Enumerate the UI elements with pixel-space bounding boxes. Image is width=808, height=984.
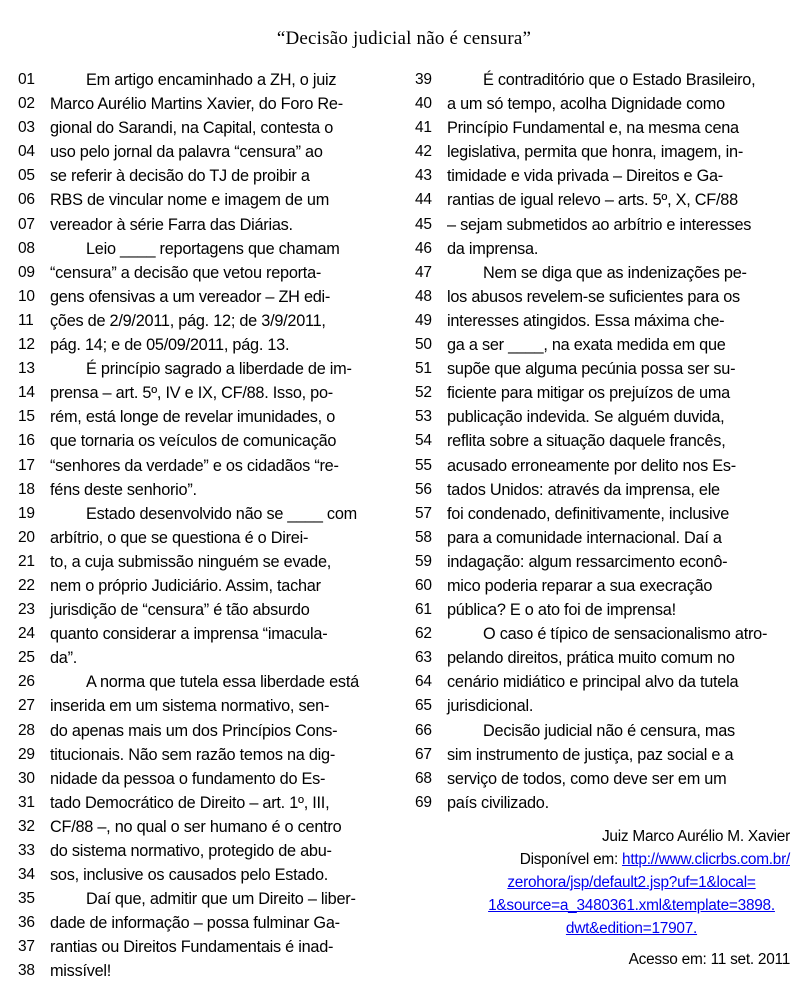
text-line: serviço de todos, como deve ser em um [447,769,727,788]
text-line: los abusos revelem-se suficientes para os [447,287,740,306]
text-line: do sistema normativo, protegido de abu- [50,842,332,860]
text-line: quanto considerar a imprensa “imacula- [50,625,328,644]
line-number: 60 [415,576,432,594]
text-line: Princípio Fundamental e, na mesma cena [447,119,739,138]
line-number: 43 [415,167,432,185]
line-number: 37 [18,938,35,956]
text-line: ga a ser ____, na exata medida em que [447,336,726,355]
line-number: 36 [18,914,35,932]
text-line: titucionais. Não sem razão temos na dig- [50,745,336,764]
text-line: “censura” a decisão que vetou reporta- [50,263,322,282]
line-number: 47 [415,263,432,281]
text-line: O caso é típico de sensacionalismo atro- [483,625,768,644]
line-number: 44 [415,191,432,209]
line-number: 58 [415,528,432,546]
text-line: A norma que tutela essa liberdade está [86,673,359,692]
source-url-part-3[interactable]: 1&source=a_3480361.xml&template=3898. [488,896,775,914]
line-number: 49 [415,311,432,329]
line-number: 69 [415,793,432,811]
text-line: acusado erroneamente por delito nos Es- [447,456,736,475]
text-line: Nem se diga que as indenizações pe- [483,263,747,282]
text-line: foi condenado, definitivamente, inclusive [447,504,730,523]
line-number: 68 [415,769,432,787]
text-line: do apenas mais um dos Princípios Cons- [50,721,338,740]
left-column [18,68,393,984]
line-number: 65 [415,697,432,715]
line-number: 01 [18,71,35,88]
text-line: jurisdição de “censura” é tão absurdo [50,601,310,620]
text-line: jurisdicional. [447,697,534,716]
line-number: 16 [18,432,35,450]
line-number: 50 [415,336,432,354]
line-number: 59 [415,552,432,570]
text-line: uso pelo jornal da palavra “censura” ao [50,143,323,162]
text-line: supõe que alguma pecúnia possa ser su- [447,360,736,379]
line-number: 38 [18,962,35,980]
line-number: 02 [18,95,35,113]
line-number: 30 [18,769,35,787]
line-number: 10 [18,287,35,305]
source-availability-label: Disponível em: [519,850,618,868]
text-line: É princípio sagrado a liberdade de im- [86,360,352,379]
source-url-part-4[interactable]: dwt&edition=17907. [565,919,698,937]
line-number: 13 [18,360,35,378]
text-line: rantias ou Direitos Fundamentais é inad- [50,938,334,957]
source-author: Juiz Marco Aurélio M. Xavier [601,827,790,845]
text-line: país civilizado. [447,793,549,812]
text-line: da”. [50,649,78,668]
line-number: 48 [415,287,432,305]
text-line: É contraditório que o Estado Brasileiro, [483,71,756,89]
line-number: 62 [415,625,432,643]
text-line: missível! [50,962,112,981]
text-line: arbítrio, o que se questiona é o Direi- [50,528,309,547]
line-number: 05 [18,167,35,185]
text-line: Estado desenvolvido não se ____ com [86,504,357,523]
text-line: Em artigo encaminhado a ZH, o juiz [86,71,337,89]
text-line: cenário midiático e principal alvo da tutela [447,673,739,692]
text-line: Decisão judicial não é censura, mas [483,721,735,740]
text-line: to, a cuja submissão ninguém se evade, [50,552,332,571]
line-number: 55 [415,456,432,474]
text-line: da imprensa. [447,239,539,258]
text-line: interesses atingidos. Essa máxima che- [447,311,725,330]
text-line: nem o próprio Judiciário. Assim, tachar [50,576,321,595]
right-column-text [441,68,790,971]
text-line: Daí que, admitir que um Direito – liber- [86,890,356,909]
line-number: 09 [18,263,35,281]
line-number: 61 [415,601,432,619]
left-line-numbers [18,68,44,984]
line-number: 66 [415,721,432,739]
text-line: ficiente para mitigar os prejuízos de uma [447,384,730,403]
line-number: 19 [18,504,35,522]
text-line: tado Democrático de Direito – art. 1º, III, [50,793,330,812]
text-line: vereador à série Farra das Diárias. [50,215,293,234]
text-line: publicação indevida. Se alguém duvida, [447,408,725,427]
text-line: a um só tempo, acolha Dignidade como [447,95,725,114]
line-number: 35 [18,890,35,908]
line-number: 25 [18,649,35,667]
line-number: 08 [18,239,35,257]
text-line: timidade e vida privada – Direitos e Ga- [447,167,723,186]
text-line: para a comunidade internacional. Daí a [447,528,722,547]
line-number: 26 [18,673,35,691]
line-number: 20 [18,528,35,546]
text-line: se referir à decisão do TJ de proibir a [50,167,310,186]
line-number: 67 [415,745,432,763]
line-number: 34 [18,866,35,884]
line-number: 51 [415,360,432,378]
line-number: 22 [18,576,35,594]
line-number: 21 [18,552,35,570]
text-line: féns deste senhorio”. [50,480,197,499]
line-number: 12 [18,336,35,354]
line-number: 04 [18,143,35,161]
line-number: 06 [18,191,35,209]
line-number: 24 [18,625,35,643]
line-number: 52 [415,384,432,402]
line-number: 46 [415,239,432,257]
left-column-text [44,68,393,984]
line-number: 27 [18,697,35,715]
line-number: 42 [415,143,432,161]
line-number: 14 [18,384,35,402]
text-line: pelando direitos, prática muito comum no [447,649,735,668]
line-number: 18 [18,480,35,498]
line-number: 23 [18,601,35,619]
text-line: que tornaria os veículos de comunicação [50,432,337,451]
line-number: 53 [415,408,432,426]
line-number: 03 [18,119,35,137]
text-line: CF/88 –, no qual o ser humano é o centro [50,817,342,836]
line-number: 15 [18,408,35,426]
line-number: 41 [415,119,432,137]
line-number: 63 [415,649,432,667]
line-number: 39 [415,71,432,88]
text-line: sos, inclusive os causados pelo Estado. [50,866,329,885]
line-number: 28 [18,721,35,739]
text-line: dade de informação – possa fulminar Ga- [50,914,340,933]
text-line: pública? E o ato foi de imprensa! [447,601,676,620]
line-number: 57 [415,504,432,522]
line-number: 64 [415,673,432,691]
right-column [415,68,790,971]
source-access-date: Acesso em: 11 set. 2011 [628,950,790,968]
text-line: RBS de vincular nome e imagem de um [50,191,330,210]
text-line: Leio ____ reportagens que chamam [86,239,340,258]
source-block [447,825,790,971]
text-line: sim instrumento de justiça, paz social e a [447,745,734,764]
text-line: reflita sobre a situação daquele francês, [447,432,726,451]
source-url-part-2[interactable]: zerohora/jsp/default2.jsp?uf=1&local= [507,873,756,891]
text-line: mico poderia reparar a sua execração [447,576,713,595]
source-availability [473,848,790,871]
text-line: gional do Sarandi, na Capital, contesta o [50,119,334,138]
page-title: “Decisão judicial não é censura” [276,28,532,49]
line-number: 07 [18,215,35,233]
text-line: pág. 14; e de 05/09/2011, pág. 13. [50,336,290,355]
text-line: rantias de igual relevo – arts. 5º, X, CF/88 [447,191,738,210]
right-line-numbers [415,68,441,815]
text-line: tados Unidos: através da imprensa, ele [447,480,720,499]
line-number: 56 [415,480,432,498]
text-line: rém, está longe de revelar imunidades, o [50,408,336,427]
text-line: nidade da pessoa o fundamento do Es- [50,769,326,788]
text-line: inserida em um sistema normativo, sen- [50,697,330,716]
line-number: 32 [18,817,35,835]
text-columns [18,68,790,984]
text-line: ções de 2/9/2011, pág. 12; de 3/9/2011, [50,311,326,330]
line-number: 17 [18,456,35,474]
line-number: 11 [18,311,34,329]
line-number: 29 [18,745,35,763]
text-line: “senhores da verdade” e os cidadãos “re- [50,456,339,475]
line-number: 40 [415,95,432,113]
line-number: 31 [18,793,35,811]
text-line: indagação: algum ressarcimento econô- [447,552,728,571]
text-line: gens ofensivas a um vereador – ZH edi- [50,287,331,306]
line-number: 33 [18,842,35,859]
line-number: 45 [415,215,432,233]
text-line: prensa – art. 5º, IV e IX, CF/88. Isso, po- [50,384,333,403]
line-number: 54 [415,432,432,450]
text-line: legislativa, permita que honra, imagem, in- [447,143,744,162]
text-line: Marco Aurélio Martins Xavier, do Foro Re- [50,95,343,114]
source-url-part-1[interactable]: http://www.clicrbs.com.br/ [622,850,790,868]
text-line: – sejam submetidos ao arbítrio e interesses [447,215,752,234]
